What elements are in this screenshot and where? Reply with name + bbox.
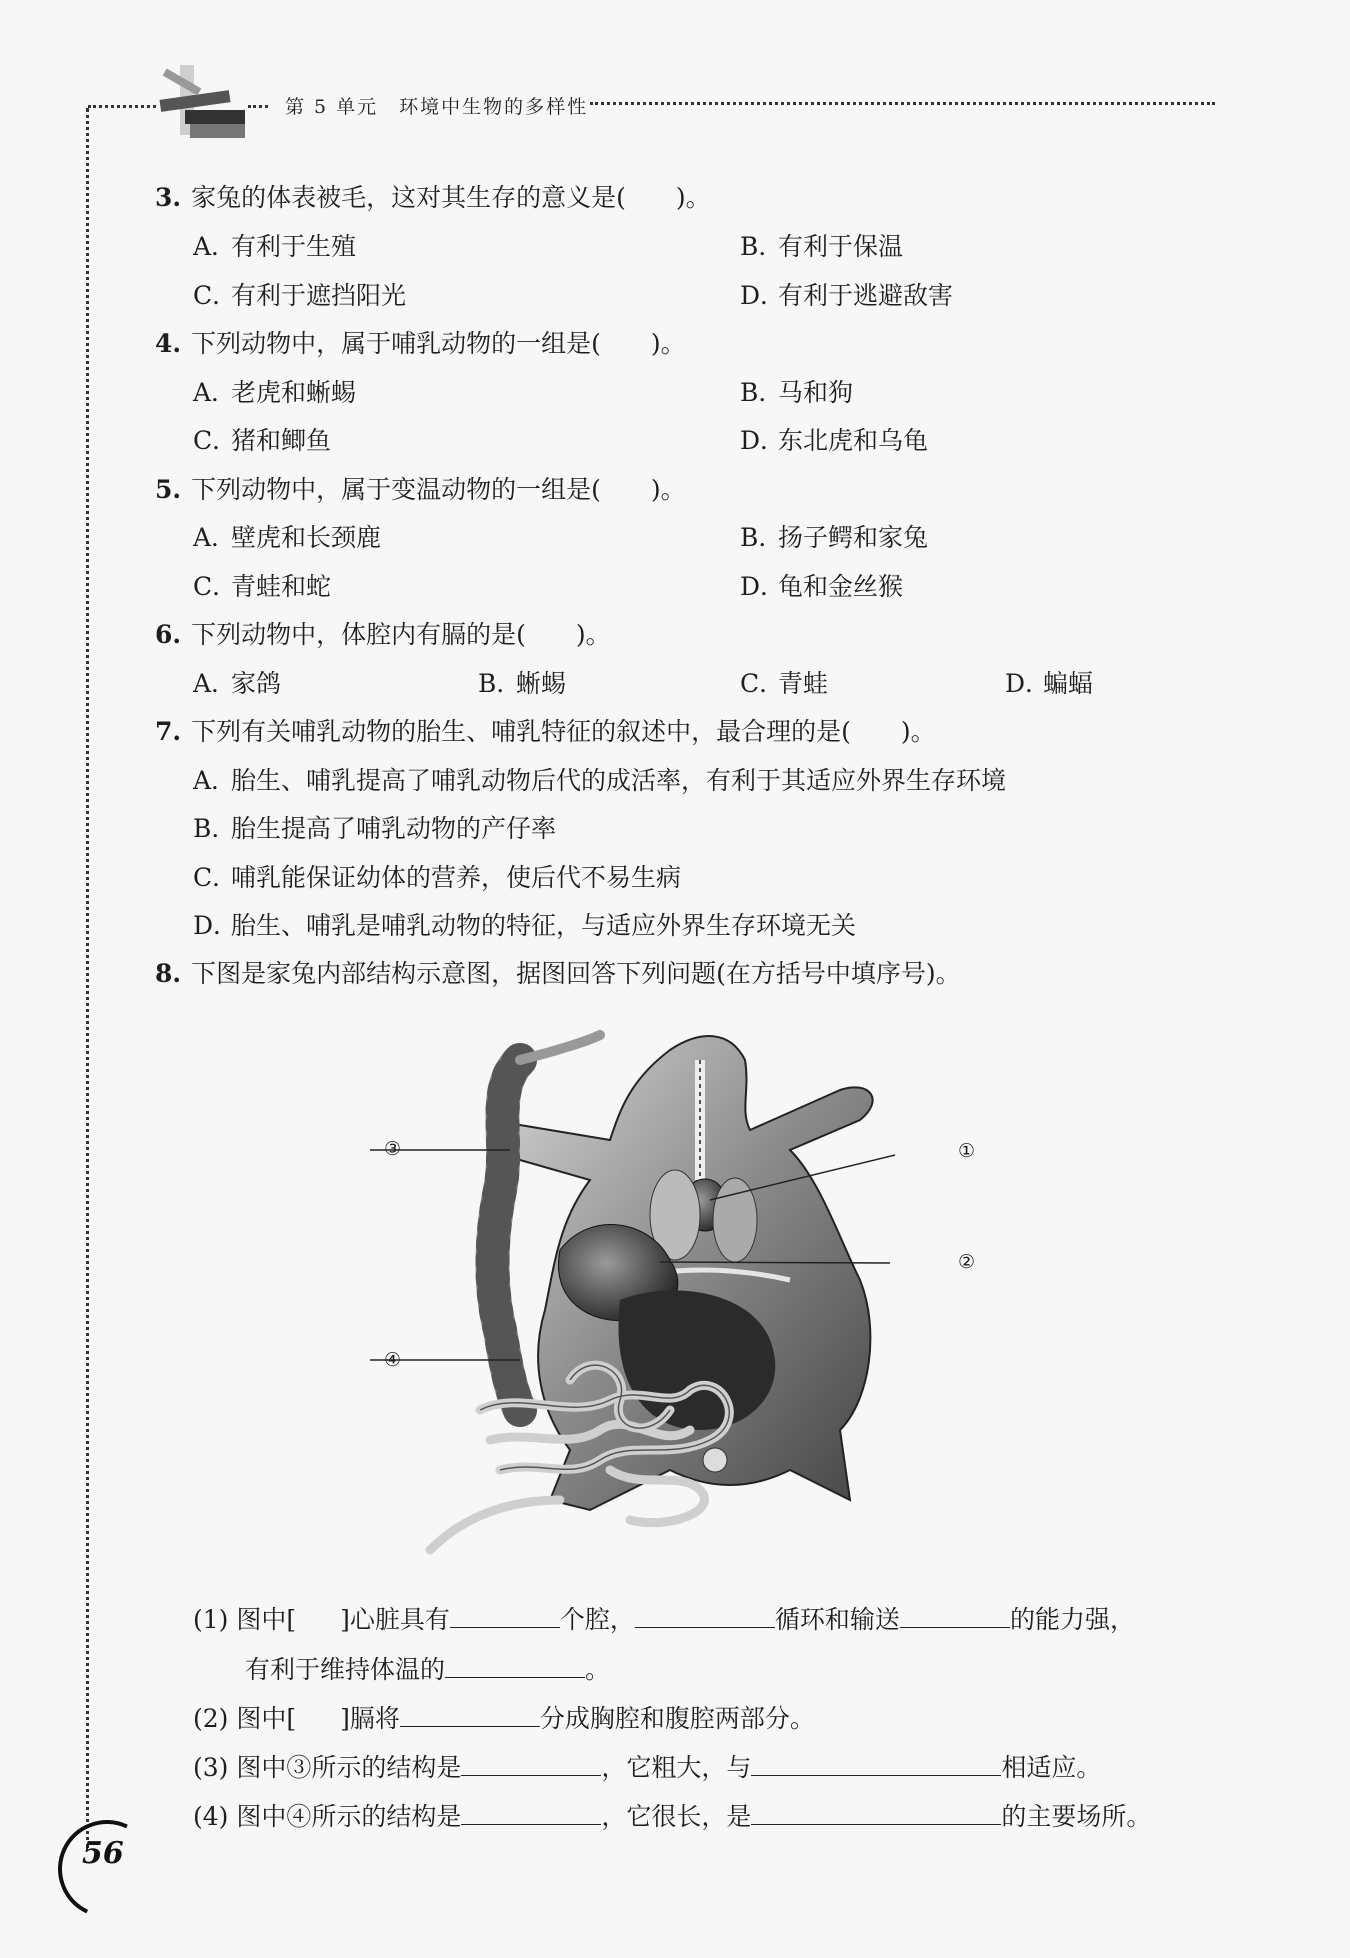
option-6c: C．青蛙 xyxy=(740,669,829,698)
answer-blank xyxy=(450,1603,560,1628)
figure-label-1: ① xyxy=(958,1140,976,1162)
margin-dotted-rule xyxy=(86,108,89,1848)
answer-blank xyxy=(445,1653,585,1678)
subquestion-4: (4) 图中④所示的结构是 ，它很长，是 的主要场所。 xyxy=(193,1802,1152,1831)
header-dotted-rule-mid xyxy=(248,105,268,108)
question-6: 6. 下列动物中，体腔内有膈的是( )。 xyxy=(155,620,611,649)
header-dotted-rule-left xyxy=(88,105,156,108)
books-logo-icon xyxy=(150,60,250,145)
option-6d: D．蝙蝠 xyxy=(1005,669,1094,698)
option-7b: B．胎生提高了哺乳动物的产仔率 xyxy=(193,814,557,843)
figure-label-3: ③ xyxy=(384,1138,402,1160)
option-3b: B．有利于保温 xyxy=(740,232,904,261)
question-5: 5. 下列动物中，属于变温动物的一组是( )。 xyxy=(155,475,686,504)
option-4b: B．马和狗 xyxy=(740,378,854,407)
option-7a: A．胎生、哺乳提高了哺乳动物后代的成活率，有利于其适应外界生存环境 xyxy=(193,766,1007,795)
figure-label-2: ② xyxy=(958,1251,976,1273)
question-8: 8. 下图是家兔内部结构示意图，据图回答下列问题(在方括号中填序号)。 xyxy=(155,959,961,988)
option-5b: B．扬子鳄和家兔 xyxy=(740,523,929,552)
option-3c: C．有利于遮挡阳光 xyxy=(193,281,407,310)
option-3a: A．有利于生殖 xyxy=(193,232,357,261)
option-7d: D．胎生、哺乳是哺乳动物的特征，与适应外界生存环境无关 xyxy=(193,911,857,940)
question-stem: 家兔的体表被毛，这对其生存的意义是( )。 xyxy=(191,183,711,212)
question-3: 3. 家兔的体表被毛，这对其生存的意义是( )。 xyxy=(155,183,711,212)
option-6b: B．蜥蜴 xyxy=(478,669,567,698)
answer-blank xyxy=(461,1800,601,1825)
question-7: 7. 下列有关哺乳动物的胎生、哺乳特征的叙述中，最合理的是( )。 xyxy=(155,717,936,746)
rabbit-anatomy-figure xyxy=(370,1030,1030,1560)
option-4d: D．东北虎和乌龟 xyxy=(740,426,929,455)
question-stem: 下图是家兔内部结构示意图，据图回答下列问题(在方括号中填序号)。 xyxy=(191,959,961,988)
option-5a: A．壁虎和长颈鹿 xyxy=(193,523,382,552)
answer-blank xyxy=(751,1751,1001,1776)
answer-blank xyxy=(635,1603,775,1628)
page-number: 56 xyxy=(82,1836,124,1871)
question-stem: 下列动物中，属于变温动物的一组是( )。 xyxy=(191,475,686,504)
option-6a: A．家鸽 xyxy=(193,669,282,698)
header-unit-title: 第 5 单元 环境中生物的多样性 xyxy=(285,96,589,118)
answer-blank xyxy=(400,1702,540,1727)
question-stem: 下列有关哺乳动物的胎生、哺乳特征的叙述中，最合理的是( )。 xyxy=(191,717,936,746)
option-3d: D．有利于逃避敌害 xyxy=(740,281,954,310)
option-5d: D．龟和金丝猴 xyxy=(740,572,904,601)
option-5c: C．青蛙和蛇 xyxy=(193,572,332,601)
question-4: 4. 下列动物中，属于哺乳动物的一组是( )。 xyxy=(155,329,686,358)
question-stem: 下列动物中，体腔内有膈的是( )。 xyxy=(191,620,611,649)
figure-label-4: ④ xyxy=(384,1349,402,1371)
option-4c: C．猪和鲫鱼 xyxy=(193,426,332,455)
option-4a: A．老虎和蜥蜴 xyxy=(193,378,357,407)
option-7c: C．哺乳能保证幼体的营养，使后代不易生病 xyxy=(193,863,682,892)
subquestion-1-cont: 有利于维持体温的 。 xyxy=(245,1655,611,1684)
answer-blank xyxy=(461,1751,601,1776)
subquestion-2: (2) 图中[ ]膈将 分成胸腔和腹腔两部分。 xyxy=(193,1704,815,1733)
answer-blank xyxy=(900,1603,1010,1628)
question-stem: 下列动物中，属于哺乳动物的一组是( )。 xyxy=(191,329,686,358)
subquestion-1: (1) 图中[ ]心脏具有 个腔， 循环和输送 的能力强， xyxy=(193,1605,1135,1634)
callout-line-2 xyxy=(660,1262,890,1263)
bracket-blank xyxy=(296,1604,340,1628)
answer-blank xyxy=(751,1800,1001,1825)
subquestion-3: (3) 图中③所示的结构是 ，它粗大，与 相适应。 xyxy=(193,1753,1102,1782)
header-dotted-rule-right xyxy=(590,102,1215,105)
bracket-blank xyxy=(296,1703,340,1727)
